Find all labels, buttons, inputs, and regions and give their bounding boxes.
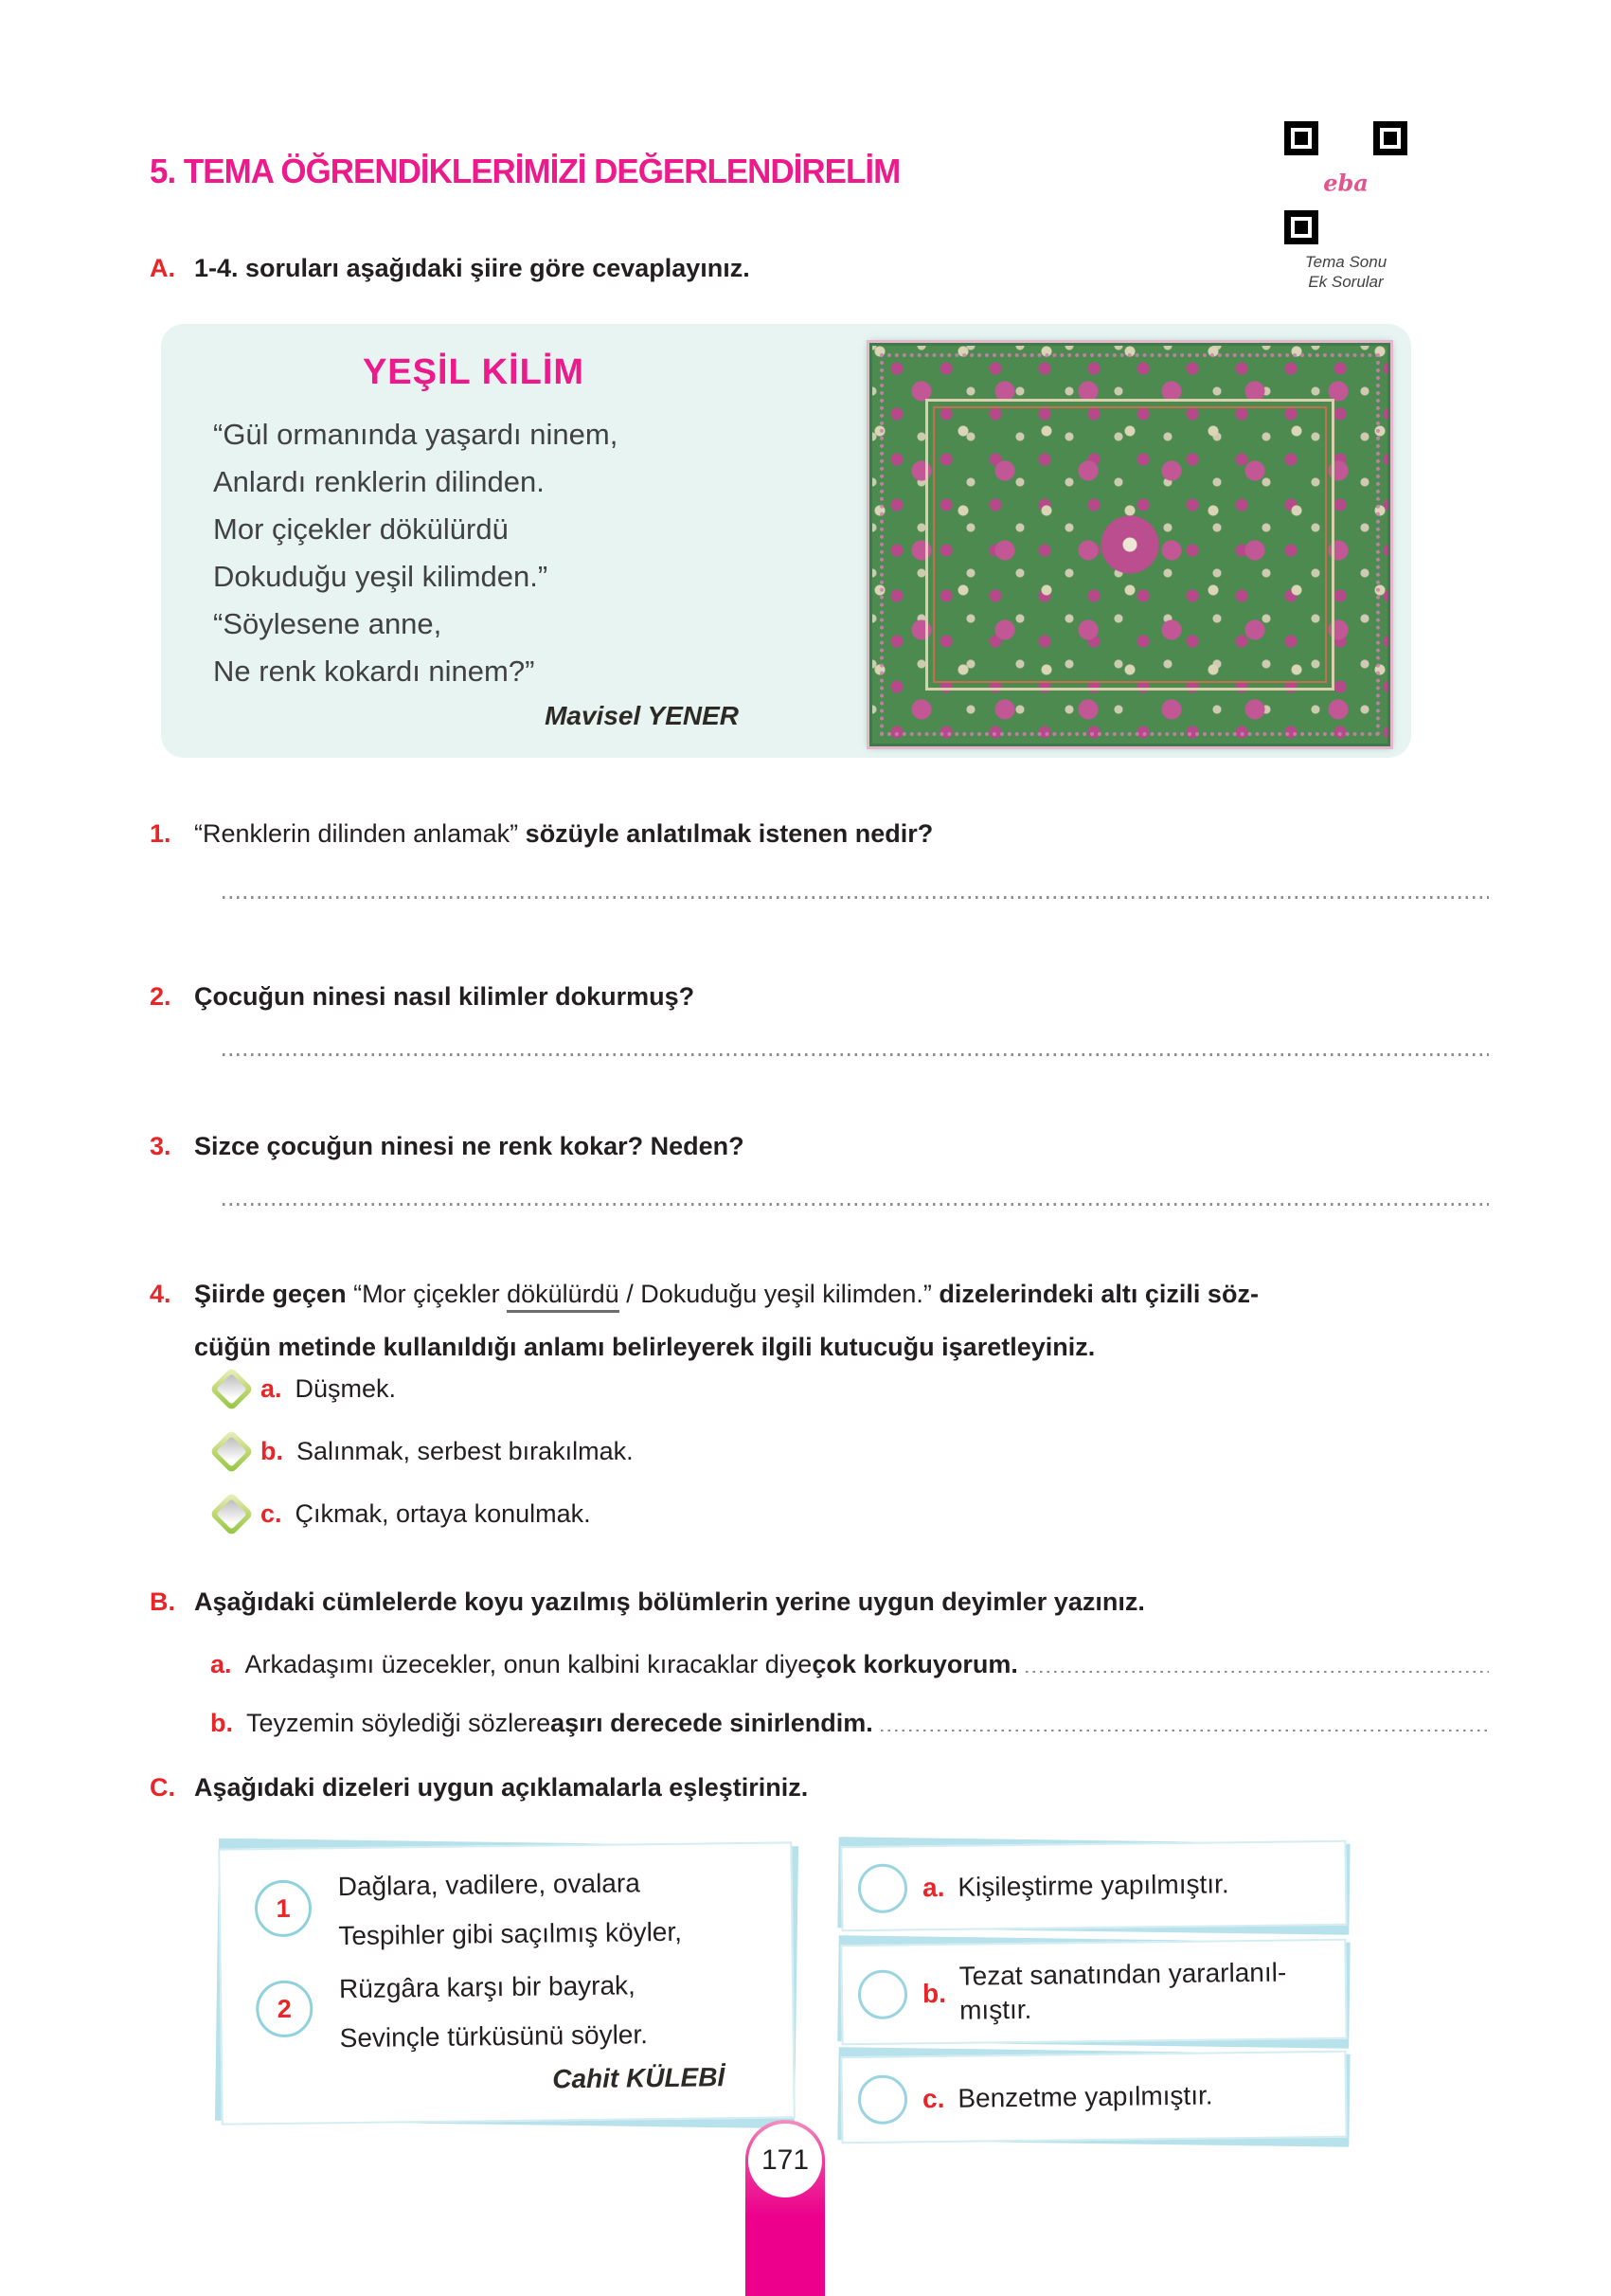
option-row-a: [210, 1368, 396, 1410]
verse-number-badge: [256, 1981, 313, 2038]
question-3: [150, 1120, 1492, 1173]
section-letter: B.: [150, 1587, 175, 1616]
question-number: 4.: [150, 1280, 171, 1308]
b-item-b: [210, 1709, 1489, 1738]
section-letter: C.: [150, 1773, 175, 1802]
page-number-badge: [748, 2124, 822, 2197]
eba-logo: eba: [1316, 169, 1376, 198]
answer-letter: b.: [922, 1978, 947, 2009]
diamond-checkbox[interactable]: [209, 1492, 254, 1536]
page-number: 171: [761, 2144, 810, 2176]
answer-text: [958, 1956, 1286, 2028]
verse-line: Tespihler gibi saçılmış köyler,: [338, 1916, 683, 1951]
option-letter: c.: [260, 1499, 282, 1528]
match-answer-circle[interactable]: [858, 2074, 908, 2125]
section-c-heading: [150, 1773, 809, 1803]
match-answer-circle[interactable]: [858, 1863, 908, 1913]
poem-line: Mor çiçekler dökülürdü: [213, 512, 509, 546]
b-item-a: [210, 1650, 1489, 1679]
poem-line: Anlardı renklerin dilinden.: [213, 465, 545, 498]
page-number-ribbon: [745, 2120, 825, 2296]
verse-box: [218, 1841, 796, 2125]
answer-line[interactable]: [223, 1203, 1489, 1206]
section-a-instruction: 1-4. soruları aşağıdaki şiire göre cevaplayınız.: [194, 254, 750, 282]
poem-line: Dokuduğu yeşil kilimden.”: [213, 560, 548, 593]
answer-line[interactable]: [223, 896, 1489, 899]
match-answer-circle[interactable]: [858, 1969, 908, 2019]
item-letter: b.: [210, 1709, 233, 1737]
option-row-b: [210, 1430, 634, 1473]
kilim-image: [869, 343, 1390, 746]
question-text-plain: “Mor çiçekler: [353, 1280, 508, 1308]
question-text-plain: “Renklerin dilinden anlamak”: [194, 819, 526, 848]
item-text-bold: çok korkuyorum.: [812, 1650, 1018, 1678]
verse-line: Dağlara, vadilere, ovalara: [337, 1868, 640, 1902]
question-number: 2.: [150, 982, 171, 1011]
poem-lines: [213, 411, 618, 695]
qr-finder-icon: [1284, 121, 1318, 155]
poem-line: “Gül ormanında yaşardı ninem,: [213, 418, 618, 451]
question-text-bold: sözüyle anlatılmak istenen nedir?: [525, 819, 934, 848]
option-text: Salınmak, serbest bırakılmak.: [296, 1437, 634, 1465]
answer-box-c: [840, 2051, 1347, 2144]
question-text-bold: Şiirde geçen: [194, 1280, 354, 1308]
section-b-instruction: Aşağıdaki cümlelerde koyu yazılmış bölümlerin yerine uygun deyimler yazınız.: [194, 1587, 1145, 1616]
question-number: 3.: [150, 1132, 171, 1160]
section-b-heading: [150, 1587, 1145, 1617]
qr-finder-icon: [1373, 121, 1407, 155]
verse-line: Sevinçle türküsünü söyler.: [339, 2019, 649, 2054]
poem-author: Mavisel YENER: [545, 701, 739, 730]
item-letter: a.: [210, 1650, 232, 1678]
answer-line[interactable]: [881, 1730, 1489, 1732]
qr-code[interactable]: [1282, 119, 1409, 246]
answer-text-line: mıştır.: [958, 1994, 1032, 2025]
answer-letter: c.: [922, 2083, 945, 2114]
verse-number: 2: [277, 1994, 293, 2023]
question-4-line1: [194, 1267, 1492, 1320]
qr-caption-line: Tema Sonu: [1304, 253, 1387, 271]
kilim-frame: [933, 406, 1327, 683]
qr-caption-line: Ek Sorular: [1308, 273, 1384, 291]
diamond-checkbox[interactable]: [209, 1429, 254, 1474]
question-text-bold: Sizce çocuğun ninesi ne renk kokar? Neden?: [194, 1132, 744, 1160]
verse-number: 1: [276, 1893, 291, 1923]
option-text: Düşmek.: [295, 1374, 397, 1403]
option-letter: b.: [260, 1437, 283, 1465]
answer-line[interactable]: [1026, 1671, 1489, 1674]
qr-caption: [1275, 252, 1417, 292]
verse-2: [339, 1961, 649, 2063]
question-text-plain: / Dokuduğu yeşil kilimden.”: [618, 1280, 940, 1308]
answer-text-line: Tezat sanatından yararlanıl-: [958, 1957, 1287, 1991]
poem-title: YEŞİL KİLİM: [362, 352, 585, 392]
item-text-plain: Teyzemin söylediği sözlere: [246, 1709, 551, 1737]
answer-line[interactable]: [223, 1053, 1489, 1056]
qr-block: [1275, 119, 1417, 292]
page-title: 5. TEMA ÖĞRENDİKLERİMİZİ DEĞERLENDİRELİM: [150, 152, 901, 190]
section-c-instruction: Aşağıdaki dizeleri uygun açıklamalarla eşleştiriniz.: [194, 1773, 809, 1802]
question-text-bold: Çocuğun ninesi nasıl kilimler dokurmuş?: [194, 982, 695, 1011]
underlined-word: dökülürdü: [507, 1280, 619, 1313]
answer-box-a: [840, 1840, 1347, 1932]
qr-finder-icon: [1284, 210, 1318, 244]
answer-letter: a.: [922, 1872, 945, 1903]
verse-line: Rüzgâra karşı bir bayrak,: [338, 1970, 636, 2004]
item-text-plain: Arkadaşımı üzecekler, onun kalbini kıracaklar diye: [244, 1650, 813, 1678]
verse-box-inner: [218, 1841, 796, 2125]
section-a-heading: [150, 254, 750, 283]
option-letter: a.: [260, 1374, 282, 1403]
option-text: Çıkmak, ortaya konulmak.: [295, 1499, 591, 1528]
poem-line: Ne renk kokardı ninem?”: [213, 655, 535, 688]
question-number: 1.: [150, 819, 171, 848]
item-text-bold: aşırı derecede sinirlendim.: [550, 1709, 873, 1737]
question-4: [150, 1267, 1492, 1373]
answer-text: Benzetme yapılmıştır.: [958, 2080, 1213, 2113]
answer-text: Kişileştirme yapılmıştır.: [958, 1869, 1229, 1902]
verse-number-badge: [255, 1880, 313, 1938]
answer-box-b: [840, 1939, 1347, 2046]
question-4-line2: cüğün metinde kullanıldığı anlamı belirleyerek ilgili kutucuğu işaretleyiniz.: [194, 1333, 1096, 1361]
diamond-checkbox[interactable]: [209, 1367, 254, 1411]
option-row-c: [210, 1493, 591, 1535]
question-1: [150, 807, 1492, 860]
verse-author: Cahit KÜLEBİ: [552, 2062, 725, 2094]
poem-line: “Söylesene anne,: [213, 607, 442, 640]
question-2: [150, 970, 1492, 1023]
verse-1: [337, 1858, 682, 1961]
question-text-bold: dizelerindeki altı çizili söz-: [939, 1280, 1259, 1308]
section-letter: A.: [150, 254, 175, 282]
